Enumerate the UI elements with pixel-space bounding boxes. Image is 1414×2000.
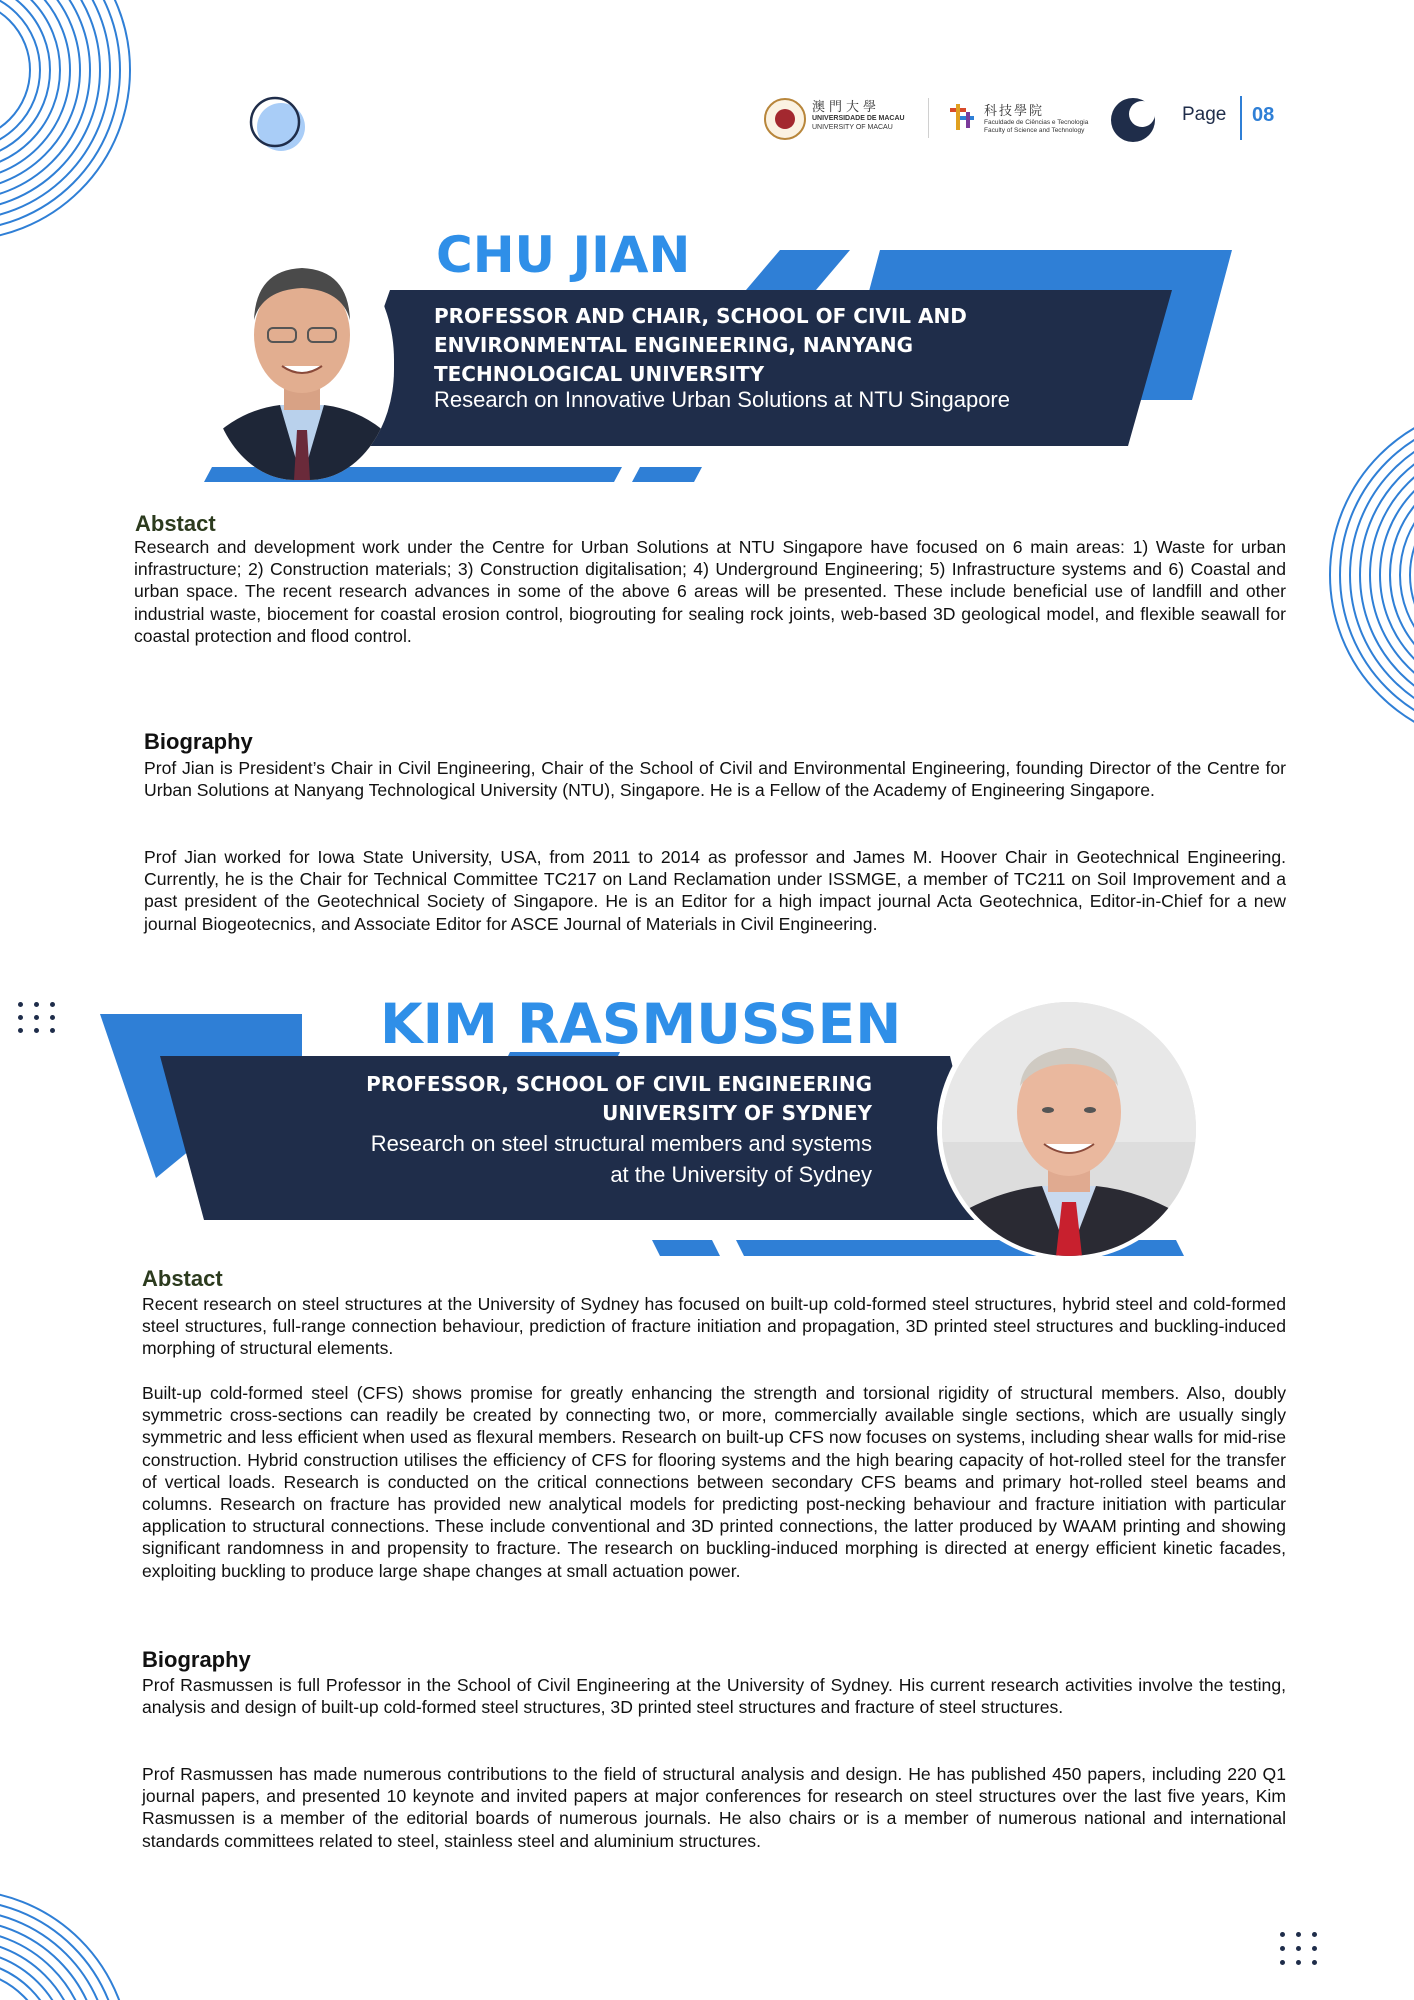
- speaker-subtitle: [200, 1128, 872, 1190]
- dot-grid-left: [18, 1002, 62, 1046]
- speaker-subtitle-line: at the University of Sydney: [610, 1162, 872, 1187]
- abstract-paragraph: Built-up cold-formed steel (CFS) shows promise for greatly enhancing the strength and torsional rigidity of structural members. Also, doubly symmetric cross-sections can readily be created by connecting two, or more, commercially available single sections, which are usually singly symmetric and less efficient when used as flexural members. Research on built-up CFS now focuses on systems, including shear walls for mid-rise construction. Hybrid construction utilises the efficiency of CFS for flooring systems and the high bearing capacity of hot-rolled steel for the transfer of vertical loads. Research is conducted on the critical connections between secondary CFS beams and primary hot-rolled steel beams and columns. Research on fracture has provided new analytical models for predicting post-necking behaviour and fracture initiation with particular application to structural connections. These include conventional and 3D printed connections, the latter produced by WAAM printing and showing significant randomness in and propensity to fracture. The research on buckling-induced morphing is directed at energy efficient kinetic facades, exploiting buckling to produce large shape changes at small actuation power.: [142, 1383, 1286, 1581]
- speaker-role-line: ENVIRONMENTAL ENGINEERING, NANYANG: [434, 333, 914, 357]
- um-portuguese-name: UNIVERSIDADE DE MACAU: [812, 115, 905, 122]
- fst-portuguese-name: Faculdade de Ciências e Tecnologia: [984, 119, 1089, 126]
- concentric-arcs-bottom-left: [0, 1890, 130, 2000]
- um-english-name: UNIVERSITY OF MACAU: [812, 124, 893, 131]
- biography-paragraph: Prof Rasmussen is full Professor in the School of Civil Engineering at the University of Sydney. His current research activities involve the testing, analysis and design of built-up cold-formed steel structures, 3D printed steel structures and fracture of steel structures.: [142, 1675, 1286, 1718]
- concentric-arcs-right: [1330, 405, 1414, 745]
- speaker-role-line: PROFESSOR AND CHAIR, SCHOOL OF CIVIL AND: [434, 304, 967, 328]
- page-number: 08: [1252, 104, 1275, 126]
- speaker-name: KIM RASMUSSEN: [380, 992, 902, 1056]
- biography-heading: Biography: [144, 729, 253, 754]
- um-chinese-name: 澳門大學: [812, 100, 881, 115]
- speaker-subtitle: Research on Innovative Urban Solutions at NTU Singapore: [434, 387, 1010, 412]
- biography-paragraph: Prof Rasmussen has made numerous contributions to the field of structural analysis and design. He has published 450 papers, including 220 Q1 journal papers, and presented 10 keynote and invited papers at major conferences for research on steel structures over the last five years, Kim Rasmussen is a member of the editorial boards of numerous journals. He also chairs or is a member of numerous national and international standards committees related to steel, stainless steel and aluminium structures.: [142, 1764, 1286, 1851]
- circle-ornament-top: [251, 98, 305, 151]
- abstract-text: Research and development work under the Centre for Urban Solutions at NTU Singapore have focused on 6 main areas: 1) Waste for urban infrastructure; 2) Construction materials; 3) Construction digitalisation; 4) Underground Engineering; 5) Infrastructure systems and 6) Coastal and urban space. The recent research advances in some of the above 6 areas will be presented. These include beneficial use of landfill and other industrial waste, biocement for coastal erosion control, biogrouting for sealing rock joints, web-based 3D geological model, and flexible seawall for coastal protection and flood control.: [134, 537, 1286, 646]
- fst-mark-icon: [948, 102, 976, 132]
- um-seal-icon: [764, 98, 806, 140]
- university-of-macau-logo: [764, 96, 914, 138]
- fst-chinese-name: 科技學院: [984, 104, 1045, 119]
- biography-heading: Biography: [142, 1647, 251, 1672]
- chu-jian-photo: [210, 240, 394, 480]
- speaker-role: [434, 302, 1074, 389]
- header-divider: [928, 98, 929, 138]
- speaker-subtitle-line: Research on steel structural members and systems: [370, 1131, 872, 1156]
- biography-paragraph: Prof Jian is President’s Chair in Civil Engineering, Chair of the School of Civil and Environmental Engineering, founding Director of the Centre for Urban Solutions at Nanyang Technological University (NTU), Singapore. He is a Fellow of the Academy of Engineering Singapore.: [144, 758, 1286, 801]
- speaker-role-line: UNIVERSITY OF SYDNEY: [602, 1101, 872, 1125]
- crescent-ornament: [1111, 98, 1155, 142]
- abstract-paragraph: Recent research on steel structures at the University of Sydney has focused on built-up cold-formed steel structures, hybrid steel and cold-formed steel structures, full-range connection behaviour, prediction of fracture initiation and propagation, 3D printed steel structures and buckling-induced morphing of structural elements.: [142, 1294, 1286, 1359]
- speaker-role: [200, 1070, 872, 1128]
- kim-rasmussen-photo: [942, 1002, 1196, 1256]
- speaker-role-line: TECHNOLOGICAL UNIVERSITY: [434, 362, 765, 386]
- dot-grid-right: [1280, 1932, 1324, 1976]
- fst-english-name: Faculty of Science and Technology: [984, 127, 1085, 134]
- speaker-role-line: PROFESSOR, SCHOOL OF CIVIL ENGINEERING: [366, 1072, 872, 1096]
- abstract-heading: Abstact: [142, 1266, 223, 1291]
- page-divider: [1240, 96, 1242, 140]
- abstract-heading: Abstact: [135, 511, 216, 536]
- speaker-name: CHU JIAN: [436, 226, 691, 284]
- fst-logo: [948, 98, 1098, 140]
- biography-paragraph: Prof Jian worked for Iowa State University, USA, from 2011 to 2014 as professor and James M. Hoover Chair in Geotechnical Engineering. Currently, he is the Chair for Technical Committee TC217 on Land Reclamation under ISSMGE, a member of TC211 on Soil Improvement and a past president of the Geotechnical Society of Singapore. He is an Editor for a high impact journal Acta Geotechnica, Editor-in-Chief for a new journal Biogeotecnics, and Associate Editor for ASCE Journal of Materials in Civil Engineering.: [144, 847, 1286, 934]
- concentric-arcs-top-left: [0, 0, 130, 240]
- page-label: Page: [1182, 104, 1227, 125]
